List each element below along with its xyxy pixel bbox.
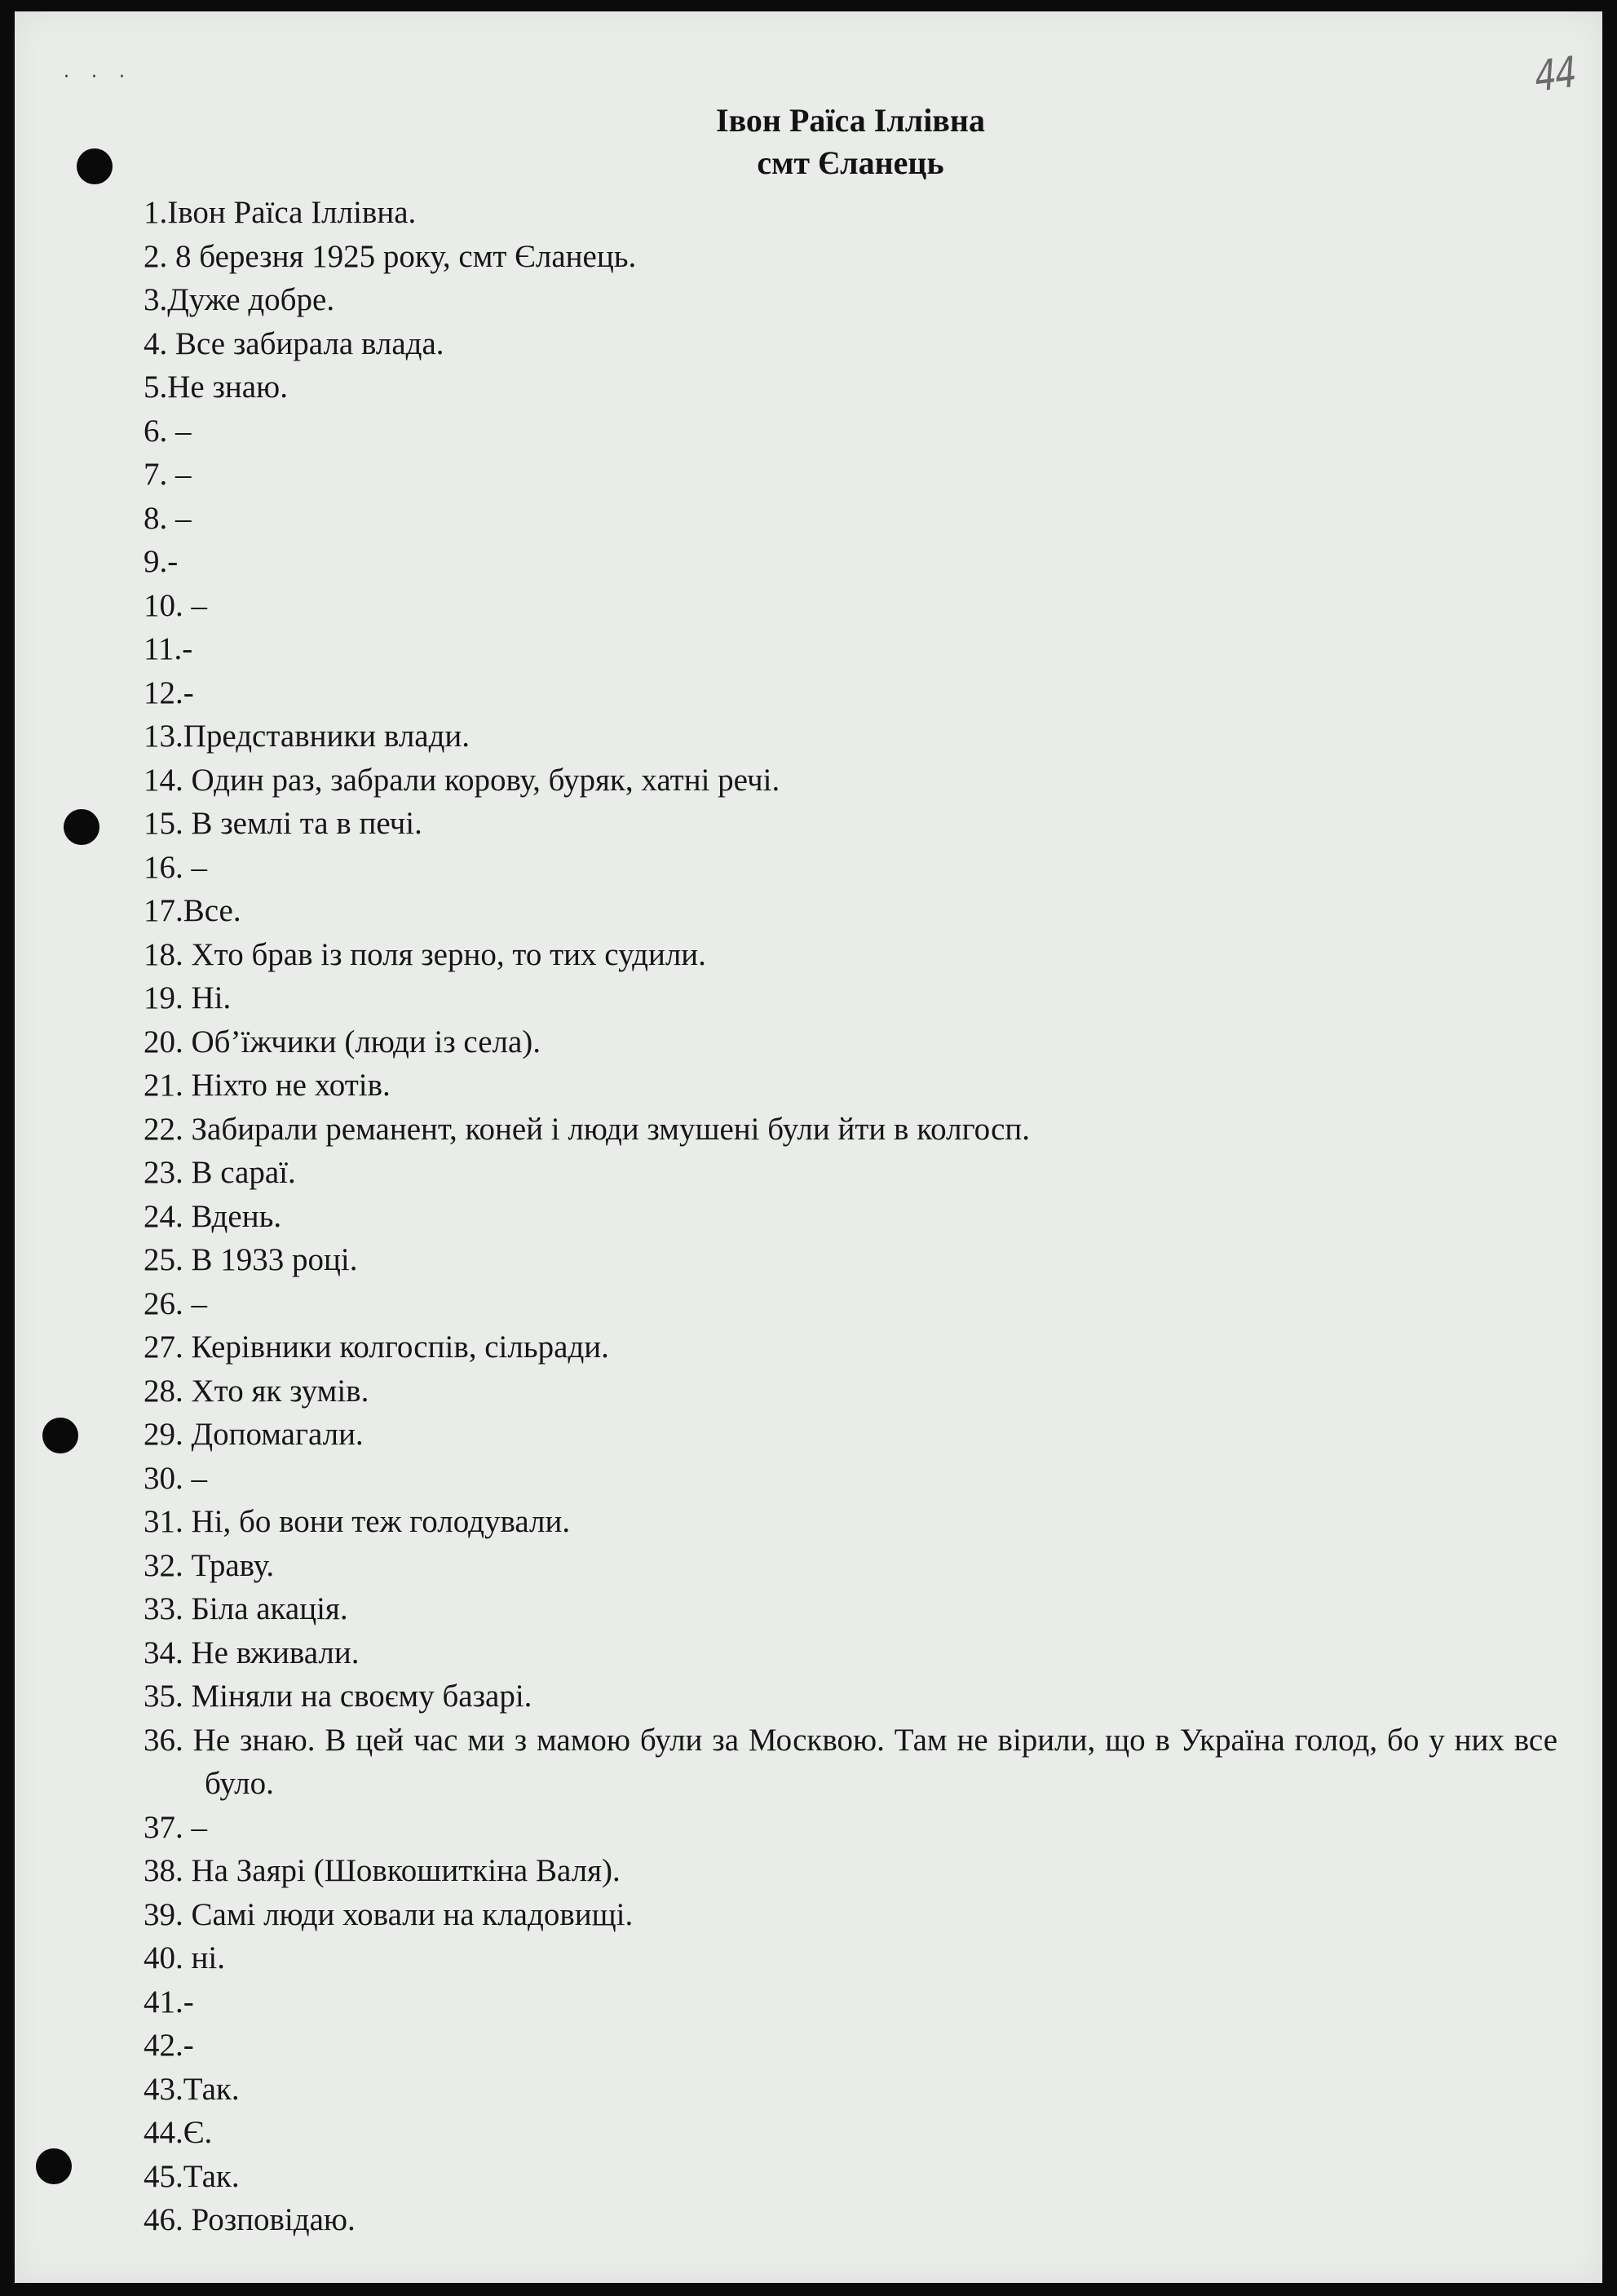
answer-item: 31. Ні, бо вони теж голодували. <box>144 1504 571 1539</box>
title-name: Івон Раїса Іллівна <box>716 102 985 139</box>
answer-item: 46. Розповідаю. <box>144 2202 356 2237</box>
answer-item: 20. Об’їжчики (люди із села). <box>144 1024 541 1060</box>
document-title <box>15 100 1617 184</box>
answer-item: 25. В 1933 році. <box>144 1242 358 1277</box>
answer-item: 8. – <box>144 500 192 536</box>
answer-item: 10. – <box>144 587 207 623</box>
answer-item: 22. Забирали реманент, коней і люди змушені були йти в колгосп. <box>144 1111 1031 1147</box>
answer-item: 7. – <box>144 457 192 492</box>
answer-item: 21. Ніхто не хотів. <box>144 1068 391 1103</box>
answer-item: 44.Є. <box>144 2115 213 2150</box>
answer-item: 24. Вдень. <box>144 1198 282 1234</box>
answer-item: 33. Біла акація. <box>144 1591 348 1626</box>
answer-item: 35. Міняли на своєму базарі. <box>144 1679 532 1714</box>
answer-item: 26. – <box>144 1285 207 1321</box>
punch-hole-2 <box>64 809 99 845</box>
title-place: смт Єланець <box>757 144 944 181</box>
answer-item: 37. – <box>144 1809 207 1845</box>
answer-item: 16. – <box>144 849 207 885</box>
answer-item: 13.Представники влади. <box>144 719 471 754</box>
answer-item: 40. ні. <box>144 1940 225 1975</box>
answer-item: 42.- <box>144 2028 194 2063</box>
document-page <box>15 11 1602 2283</box>
answer-item: 32. Траву. <box>144 1547 275 1583</box>
answer-item: 34. Не вживали. <box>144 1635 360 1670</box>
answer-item: 23. В сараї. <box>144 1155 296 1190</box>
answer-item: 28. Хто як зумів. <box>144 1373 369 1409</box>
answer-item: 17.Все. <box>144 893 241 928</box>
answer-item: 30. – <box>144 1460 207 1496</box>
answer-item: 15. В землі та в печі. <box>144 806 422 841</box>
punch-hole-3 <box>42 1418 78 1453</box>
answer-item: 38. На Заярі (Шовкошиткіна Валя). <box>144 1853 621 1888</box>
answer-item: 9.- <box>144 544 179 579</box>
punch-hole-4 <box>36 2148 72 2184</box>
answer-item: 45.Так. <box>144 2158 240 2194</box>
answer-item: 29. Допомагали. <box>144 1417 364 1452</box>
answer-item: 43.Так. <box>144 2071 240 2107</box>
answer-item: 11.- <box>144 631 193 666</box>
answer-item: 39. Самі люди ховали на кладовищі. <box>144 1896 634 1932</box>
answer-item: 36. Не знаю. В цей час ми з мамою були за Москвою. Там не вірили, що в Україна голод, бо у них все було. <box>144 1722 1557 1801</box>
answer-item: 5.Не знаю. <box>144 369 288 405</box>
answer-item: 14. Один раз, забрали корову, буряк, хатні речі. <box>144 762 780 798</box>
answer-item: 12.- <box>144 675 194 710</box>
answer-item: 3.Дуже добре. <box>144 282 335 317</box>
answer-list <box>144 191 1562 2242</box>
answer-item: 41.- <box>144 1984 194 2020</box>
answer-item: 2. 8 березня 1925 року, смт Єланець. <box>144 238 637 274</box>
answer-item: 18. Хто брав із поля зерно, то тих судили. <box>144 936 706 972</box>
handwritten-page-number: 44 <box>1532 47 1578 103</box>
answer-item: 27. Керівники колгоспів, сільради. <box>144 1329 609 1365</box>
answer-item: 19. Ні. <box>144 980 232 1015</box>
answer-item: 4. Все забирала влада. <box>144 325 444 361</box>
answer-item: 1.Івон Раїса Іллівна. <box>144 195 417 230</box>
paper-specks: · · · <box>64 67 133 87</box>
answer-item: 6. – <box>144 413 192 449</box>
